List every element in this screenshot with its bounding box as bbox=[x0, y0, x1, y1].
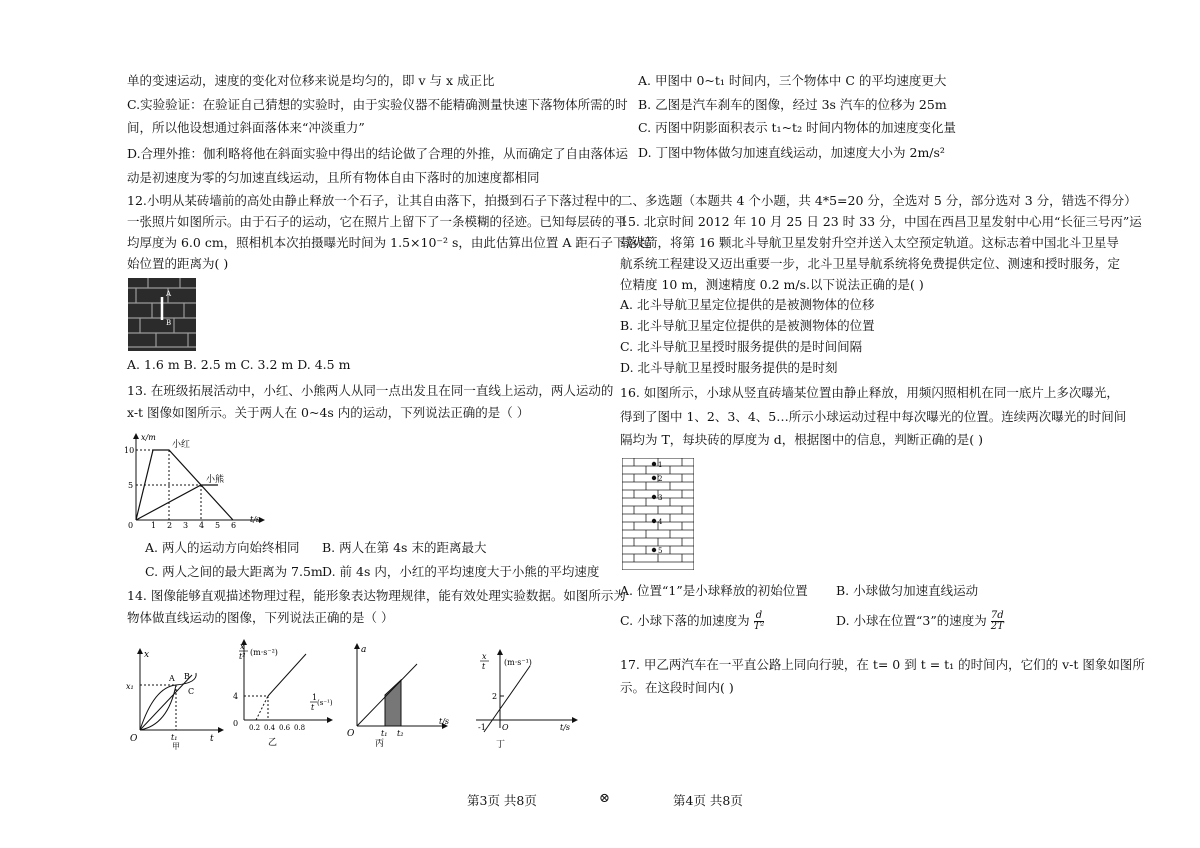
y-axis-label: x/m bbox=[141, 433, 156, 442]
x-tick: 0 bbox=[128, 521, 134, 530]
q15-line: 15. 北京时间 2012 年 10 月 25 日 23 时 33 分，中国在西昌卫星发射中心用“长征三号丙”运 bbox=[620, 214, 1142, 229]
x-tick: 4 bbox=[199, 521, 205, 530]
q12-brick-photo bbox=[128, 278, 196, 351]
y-tick: 5 bbox=[128, 481, 134, 490]
page-footer: 第4页 共8页 bbox=[673, 793, 743, 808]
svg-text:1: 1 bbox=[312, 693, 318, 702]
svg-text:t²: t² bbox=[239, 652, 246, 661]
svg-text:t: t bbox=[210, 734, 214, 744]
q13-option-c: C. 两人之间的最大距离为 7.5m bbox=[145, 564, 323, 579]
svg-text:3: 3 bbox=[658, 494, 663, 502]
x-axis-label: t/s bbox=[250, 515, 261, 524]
q15-line: 载火箭，将第 16 颗北斗导航卫星发射升空并送入太空预定轨道。这标志着中国北斗卫星导 bbox=[620, 235, 1119, 250]
q16-option-d: D. 小球在位置“3”的速度为 $\frac{7d}{2T}$ bbox=[836, 610, 1004, 632]
label-xiaoxiong: 小熊 bbox=[206, 475, 225, 485]
caption-yi: 乙 bbox=[268, 738, 278, 748]
svg-text:(m·s⁻¹): (m·s⁻¹) bbox=[504, 658, 532, 667]
svg-text:C: C bbox=[188, 687, 195, 696]
svg-text:x: x bbox=[240, 642, 245, 651]
right-page bbox=[600, 0, 1200, 848]
caption-jia: 甲 bbox=[172, 742, 180, 750]
center-mark-icon: ⊗ bbox=[599, 791, 610, 806]
q12-line: 一张照片如图所示。由于石子的运动，它在照片上留下了一条模糊的径迹。已知每层砖的平 bbox=[127, 214, 628, 229]
svg-text:0.4: 0.4 bbox=[264, 724, 276, 732]
q14-line: 14. 图像能够直观描述物理过程，能形象表达物理规律，能有效处理实验数据。如图所示为 bbox=[127, 588, 626, 603]
svg-text:1: 1 bbox=[658, 461, 663, 469]
q14-line: 物体做直线运动的图像，下列说法正确的是（ ） bbox=[127, 610, 394, 625]
svg-text:(s⁻¹): (s⁻¹) bbox=[317, 699, 333, 707]
q14-option-a: A. 甲图中 0~t₁ 时间内，三个物体中 C 的平均速度更大 bbox=[638, 73, 947, 88]
q15-option-c: C. 北斗导航卫星授时服务提供的是时间间隔 bbox=[620, 339, 863, 354]
q16-line: 得到了图中 1、2、3、4、5…所示小球运动过程中每次曝光的位置。连续两次曝光的时间间 bbox=[620, 409, 1127, 424]
svg-text:B: B bbox=[184, 672, 190, 681]
text-line: 动是初速度为零的匀加速直线运动，且所有物体自由下落时的加速度都相同 bbox=[127, 170, 540, 185]
fig-ding bbox=[470, 648, 590, 750]
text-line: D.合理外推：伽利略将他在斜面实验中得出的结论做了合理的外推，从而确定了自由落体运 bbox=[127, 146, 629, 161]
q17-line: 17. 甲乙两汽车在一平直公路上同向行驶，在 t= 0 到 t = t₁ 的时间内，它们的 v-t 图象如图所 bbox=[620, 657, 1145, 672]
q12-line: 均厚度为 6.0 cm，照相机本次拍摄曝光时间为 1.5×10⁻² s，由此估算出位置 A 距石子下落起 bbox=[127, 235, 651, 250]
svg-text:-1: -1 bbox=[478, 723, 486, 732]
x-tick: 5 bbox=[215, 521, 221, 530]
fig-jia bbox=[126, 645, 226, 750]
svg-text:(m·s⁻²): (m·s⁻²) bbox=[250, 648, 278, 657]
q14-option-b: B. 乙图是汽车刹车的图像，经过 3s 汽车的位移为 25m bbox=[638, 97, 947, 112]
svg-text:t/s: t/s bbox=[560, 723, 571, 732]
x-tick: 1 bbox=[151, 521, 157, 530]
fig-bing bbox=[345, 642, 455, 750]
q13-option-a: A. 两人的运动方向始终相同 bbox=[145, 540, 300, 555]
fig-yi bbox=[230, 638, 335, 750]
text-line: 单的变速运动，速度的变化对位移来说是均匀的，即 v 与 x 成正比 bbox=[127, 73, 495, 88]
svg-text:x: x bbox=[482, 652, 487, 661]
svg-text:t/s: t/s bbox=[439, 717, 450, 726]
svg-text:A: A bbox=[169, 674, 175, 683]
q15-option-d: D. 北斗导航卫星授时服务提供的是时刻 bbox=[620, 360, 838, 375]
caption-bing: 丙 bbox=[375, 739, 385, 749]
svg-text:t: t bbox=[482, 662, 486, 671]
q13-line: 13. 在班级拓展活动中，小红、小熊两人从同一点出发且在同一直线上运动，两人运动的 bbox=[127, 383, 614, 398]
q15-line: 航系统工程建设又迈出重要一步，北斗卫星导航系统将免费提供定位、测速和授时服务，定 bbox=[620, 256, 1121, 271]
svg-text:t₁: t₁ bbox=[381, 729, 388, 738]
q12-line: 始位置的距离为( ) bbox=[127, 256, 229, 271]
q15-option-b: B. 北斗导航卫星定位提供的是被测物体的位置 bbox=[620, 318, 875, 333]
svg-text:5: 5 bbox=[658, 547, 663, 555]
svg-text:O: O bbox=[347, 729, 355, 739]
q13-line: x-t 图像如图所示。关于两人在 0~4s 内的运动，下列说法正确的是（ ） bbox=[127, 405, 530, 420]
q13-xt-graph bbox=[122, 430, 267, 530]
svg-text:0.8: 0.8 bbox=[294, 724, 306, 732]
svg-text:O: O bbox=[130, 734, 138, 744]
label-xiaohong: 小红 bbox=[172, 440, 191, 450]
svg-text:a: a bbox=[361, 645, 367, 655]
q16-option-c: C. 小球下落的加速度为 $\frac{d}{\text{T²}}$ bbox=[620, 610, 765, 632]
page-footer: 第3页 共8页 bbox=[467, 793, 537, 808]
svg-text:4: 4 bbox=[233, 692, 239, 701]
q12-line: 12.小明从某砖墙前的高处由静止释放一个石子，让其自由落下，拍摄到石子下落过程中的 bbox=[127, 193, 622, 208]
q14-option-d: D. 丁图中物体做匀加速直线运动，加速度大小为 2m/s² bbox=[638, 145, 945, 160]
text-line: C.实验验证：在验证自己猜想的实验时，由于实验仪器不能精确测量快速下落物体所需的时 bbox=[127, 97, 628, 112]
q17-line: 示。在这段时间内( ) bbox=[620, 680, 734, 695]
y-tick: 10 bbox=[124, 446, 135, 455]
x-tick: 3 bbox=[183, 521, 189, 530]
svg-text:x₁: x₁ bbox=[126, 682, 134, 691]
q14-option-c: C. 丙图中阴影面积表示 t₁~t₂ 时间内物体的加速度变化量 bbox=[638, 120, 957, 135]
mark-a: A bbox=[166, 290, 172, 298]
q16-option-b: B. 小球做匀加速直线运动 bbox=[836, 583, 979, 598]
q16-line: 16. 如图所示，小球从竖直砖墙某位置由静止释放，用频闪照相机在同一底片上多次曝光， bbox=[620, 385, 1119, 400]
svg-text:t₁: t₁ bbox=[171, 733, 178, 742]
x-tick: 2 bbox=[167, 521, 173, 530]
svg-text:O: O bbox=[502, 723, 509, 732]
svg-text:0: 0 bbox=[233, 719, 239, 728]
x-tick: 6 bbox=[231, 521, 237, 530]
q16-brick-wall bbox=[622, 458, 694, 570]
section-heading: 二、多选题（本题共 4 个小题，共 4*5=20 分，全选对 5 分，部分选对 3 分，错选不得分） bbox=[620, 193, 1137, 208]
q13-option-d: D. 前 4s 内，小红的平均速度大于小熊的平均速度 bbox=[322, 564, 600, 579]
caption-ding: 丁 bbox=[496, 740, 506, 750]
svg-text:2: 2 bbox=[492, 692, 498, 701]
q15-option-a: A. 北斗导航卫星定位提供的是被测物体的位移 bbox=[620, 297, 875, 312]
svg-text:0.6: 0.6 bbox=[279, 724, 291, 732]
q15-line: 位精度 10 m，测速精度 0.2 m/s.以下说法正确的是( ) bbox=[620, 277, 924, 292]
q12-options: A. 1.6 m B. 2.5 m C. 3.2 m D. 4.5 m bbox=[127, 357, 351, 372]
svg-text:t: t bbox=[311, 703, 315, 712]
q16-option-a: A. 位置“1”是小球释放的初始位置 bbox=[620, 583, 808, 598]
q16-line: 隔均为 T，每块砖的厚度为 d，根据图中的信息，判断正确的是( ) bbox=[620, 432, 984, 447]
text-line: 间，所以他设想通过斜面落体来“冲淡重力” bbox=[127, 120, 365, 135]
svg-text:0.2: 0.2 bbox=[249, 724, 261, 732]
svg-text:4: 4 bbox=[658, 518, 663, 526]
mark-b: B bbox=[166, 319, 172, 327]
q13-option-b: B. 两人在第 4s 末的距离最大 bbox=[322, 540, 487, 555]
svg-text:t₂: t₂ bbox=[397, 729, 404, 738]
svg-text:2: 2 bbox=[658, 475, 663, 483]
svg-text:x: x bbox=[144, 650, 150, 660]
